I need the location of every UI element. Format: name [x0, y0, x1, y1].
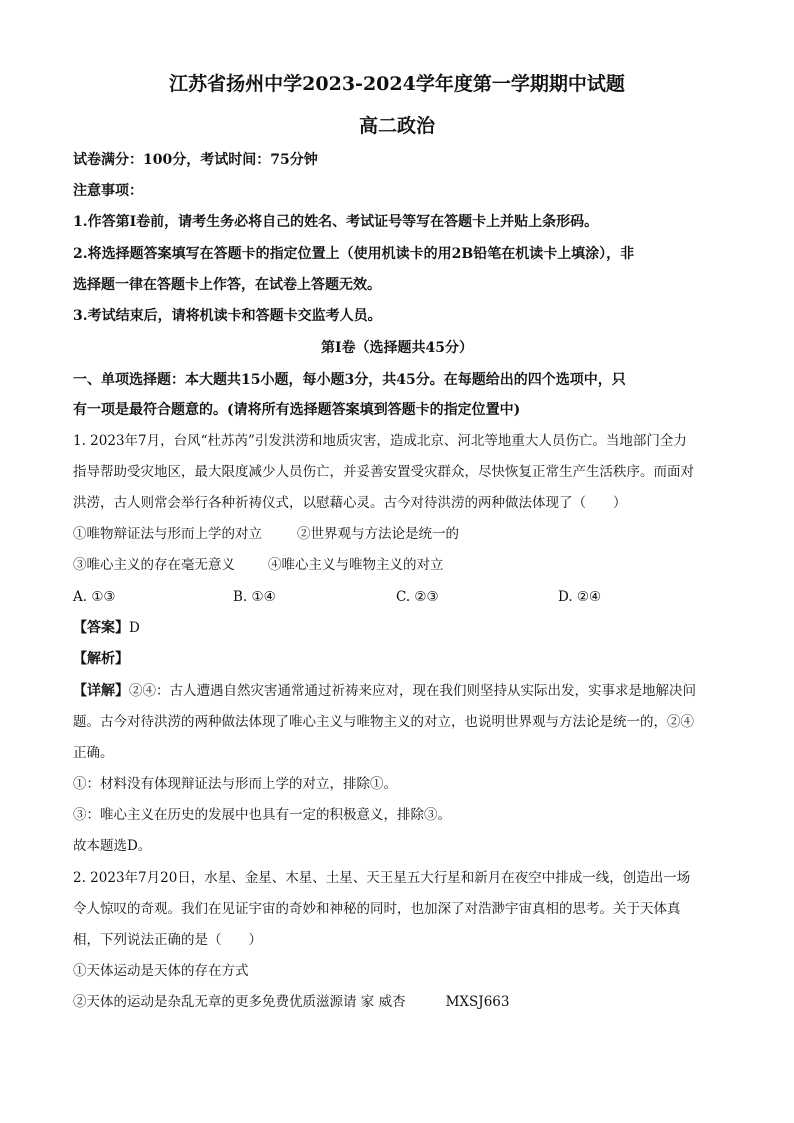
answer-value: D [129, 620, 140, 636]
document-title: 江苏省扬州中学2023-2024学年度第一学期期中试题 [169, 73, 625, 95]
notice-item-2-line-1: 2.将选择题答案填写在答题卡的指定位置上（使用机读卡的用2B铅笔在机读卡上填涂），非 [73, 246, 635, 262]
document-subtitle: 高二政治 [358, 115, 435, 137]
q1-statement-1: ①唯物辩证法与形而上学的对立 [73, 526, 262, 542]
q2-statement-2-text: ②天体的运动是杂乱无章的更多免费优质滋源请 家 威杏 [73, 994, 406, 1010]
score-time-info: 试卷满分：100分，考试时间：75分钟 [73, 152, 318, 168]
q1-statement-4: ④唯心主义与唯物主义的对立 [268, 557, 444, 573]
q1-detail-line-1 [73, 681, 723, 701]
analysis-label: 【解析】 [73, 651, 129, 667]
q1-detail-line-2: 题。古今对待洪涝的两种做法体现了唯心主义与唯物主义的对立，也说明世界观与方法论是统一的，②④ [73, 714, 694, 730]
q1-stem-line-1: 1. 2023年7月，台风“杜苏芮”引发洪涝和地质灾害，造成北京、河北等地重大人员伤亡。当地部门全力 [73, 433, 687, 449]
notice-item-1: 1.作答第Ⅰ卷前，请考生务必将自己的姓名、考试证号等写在答题卡上并贴上条形码。 [73, 214, 599, 230]
q1-detail-line-4: ①：材料没有体现辩证法与形而上学的对立，排除①。 [73, 776, 397, 792]
q2-statement-1: ①天体运动是天体的存在方式 [73, 963, 249, 979]
q2-statement-2 [73, 992, 723, 1012]
q1-option-d: D. ②④ [558, 589, 602, 605]
part1-instructions-line-1: 一、单项选择题：本大题共15小题，每小题3分，共45分。在每题给出的四个选项中，只 [73, 372, 626, 388]
part1-heading: 第Ⅰ卷（选择题共45分） [320, 340, 474, 356]
q1-statement-3: ③唯心主义的存在毫无意义 [73, 557, 235, 573]
q2-stem-line-2: 令人惊叹的奇观。我们在见证宇宙的奇妙和神秘的同时，也加深了对浩渺宇宙真相的思考。关于天体真 [73, 901, 681, 917]
q1-statement-2: ②世界观与方法论是统一的 [297, 526, 459, 542]
q2-stem-line-3: 相，下列说法正确的是（ ） [73, 932, 262, 948]
q1-option-c: C. ②③ [396, 589, 439, 605]
q1-answer [73, 618, 140, 638]
notice-item-3: 3.考试结束后，请将机读卡和答题卡交监考人员。 [73, 308, 382, 324]
q1-option-a: A. ①③ [73, 589, 116, 605]
q1-detail-line-3: 正确。 [73, 745, 114, 761]
answer-label: 【答案】 [73, 620, 129, 636]
q1-stem-line-3: 洪涝，古人则常会举行各种祈祷仪式，以慰藉心灵。古今对待洪涝的两种做法体现了（ ） [73, 495, 627, 511]
q1-stem-line-2: 指导帮助受灾地区，最大限度减少人员伤亡，并妥善安置受灾群众，尽快恢复正常生产生活秩序。而面对 [73, 464, 694, 480]
q1-option-b: B. ①④ [233, 589, 276, 605]
notice-heading: 注意事项： [73, 183, 143, 199]
detail-label: 【详解】 [73, 683, 129, 699]
q1-detail-line-5: ③：唯心主义在历史的发展中也具有一定的积极意义，排除③。 [73, 807, 451, 823]
detail-text: ②④：古人遭遇自然灾害通常通过祈祷来应对，现在我们则坚持从实际出发，实事求是地解决问 [129, 683, 696, 699]
part1-instructions-line-2: 有一项是最符合题意的。(请将所有选择题答案填到答题卡的指定位置中) [73, 402, 521, 418]
watermark-code: MXSJ663 [445, 994, 510, 1010]
q2-stem-line-1: 2. 2023年7月20日，水星、金星、木星、土星、天王星五大行星和新月在夜空中排成一线，创造出一场 [73, 870, 691, 886]
q1-conclusion: 故本题选D。 [73, 838, 152, 854]
notice-item-2-line-2: 选择题一律在答题卡上作答，在试卷上答题无效。 [73, 277, 381, 293]
